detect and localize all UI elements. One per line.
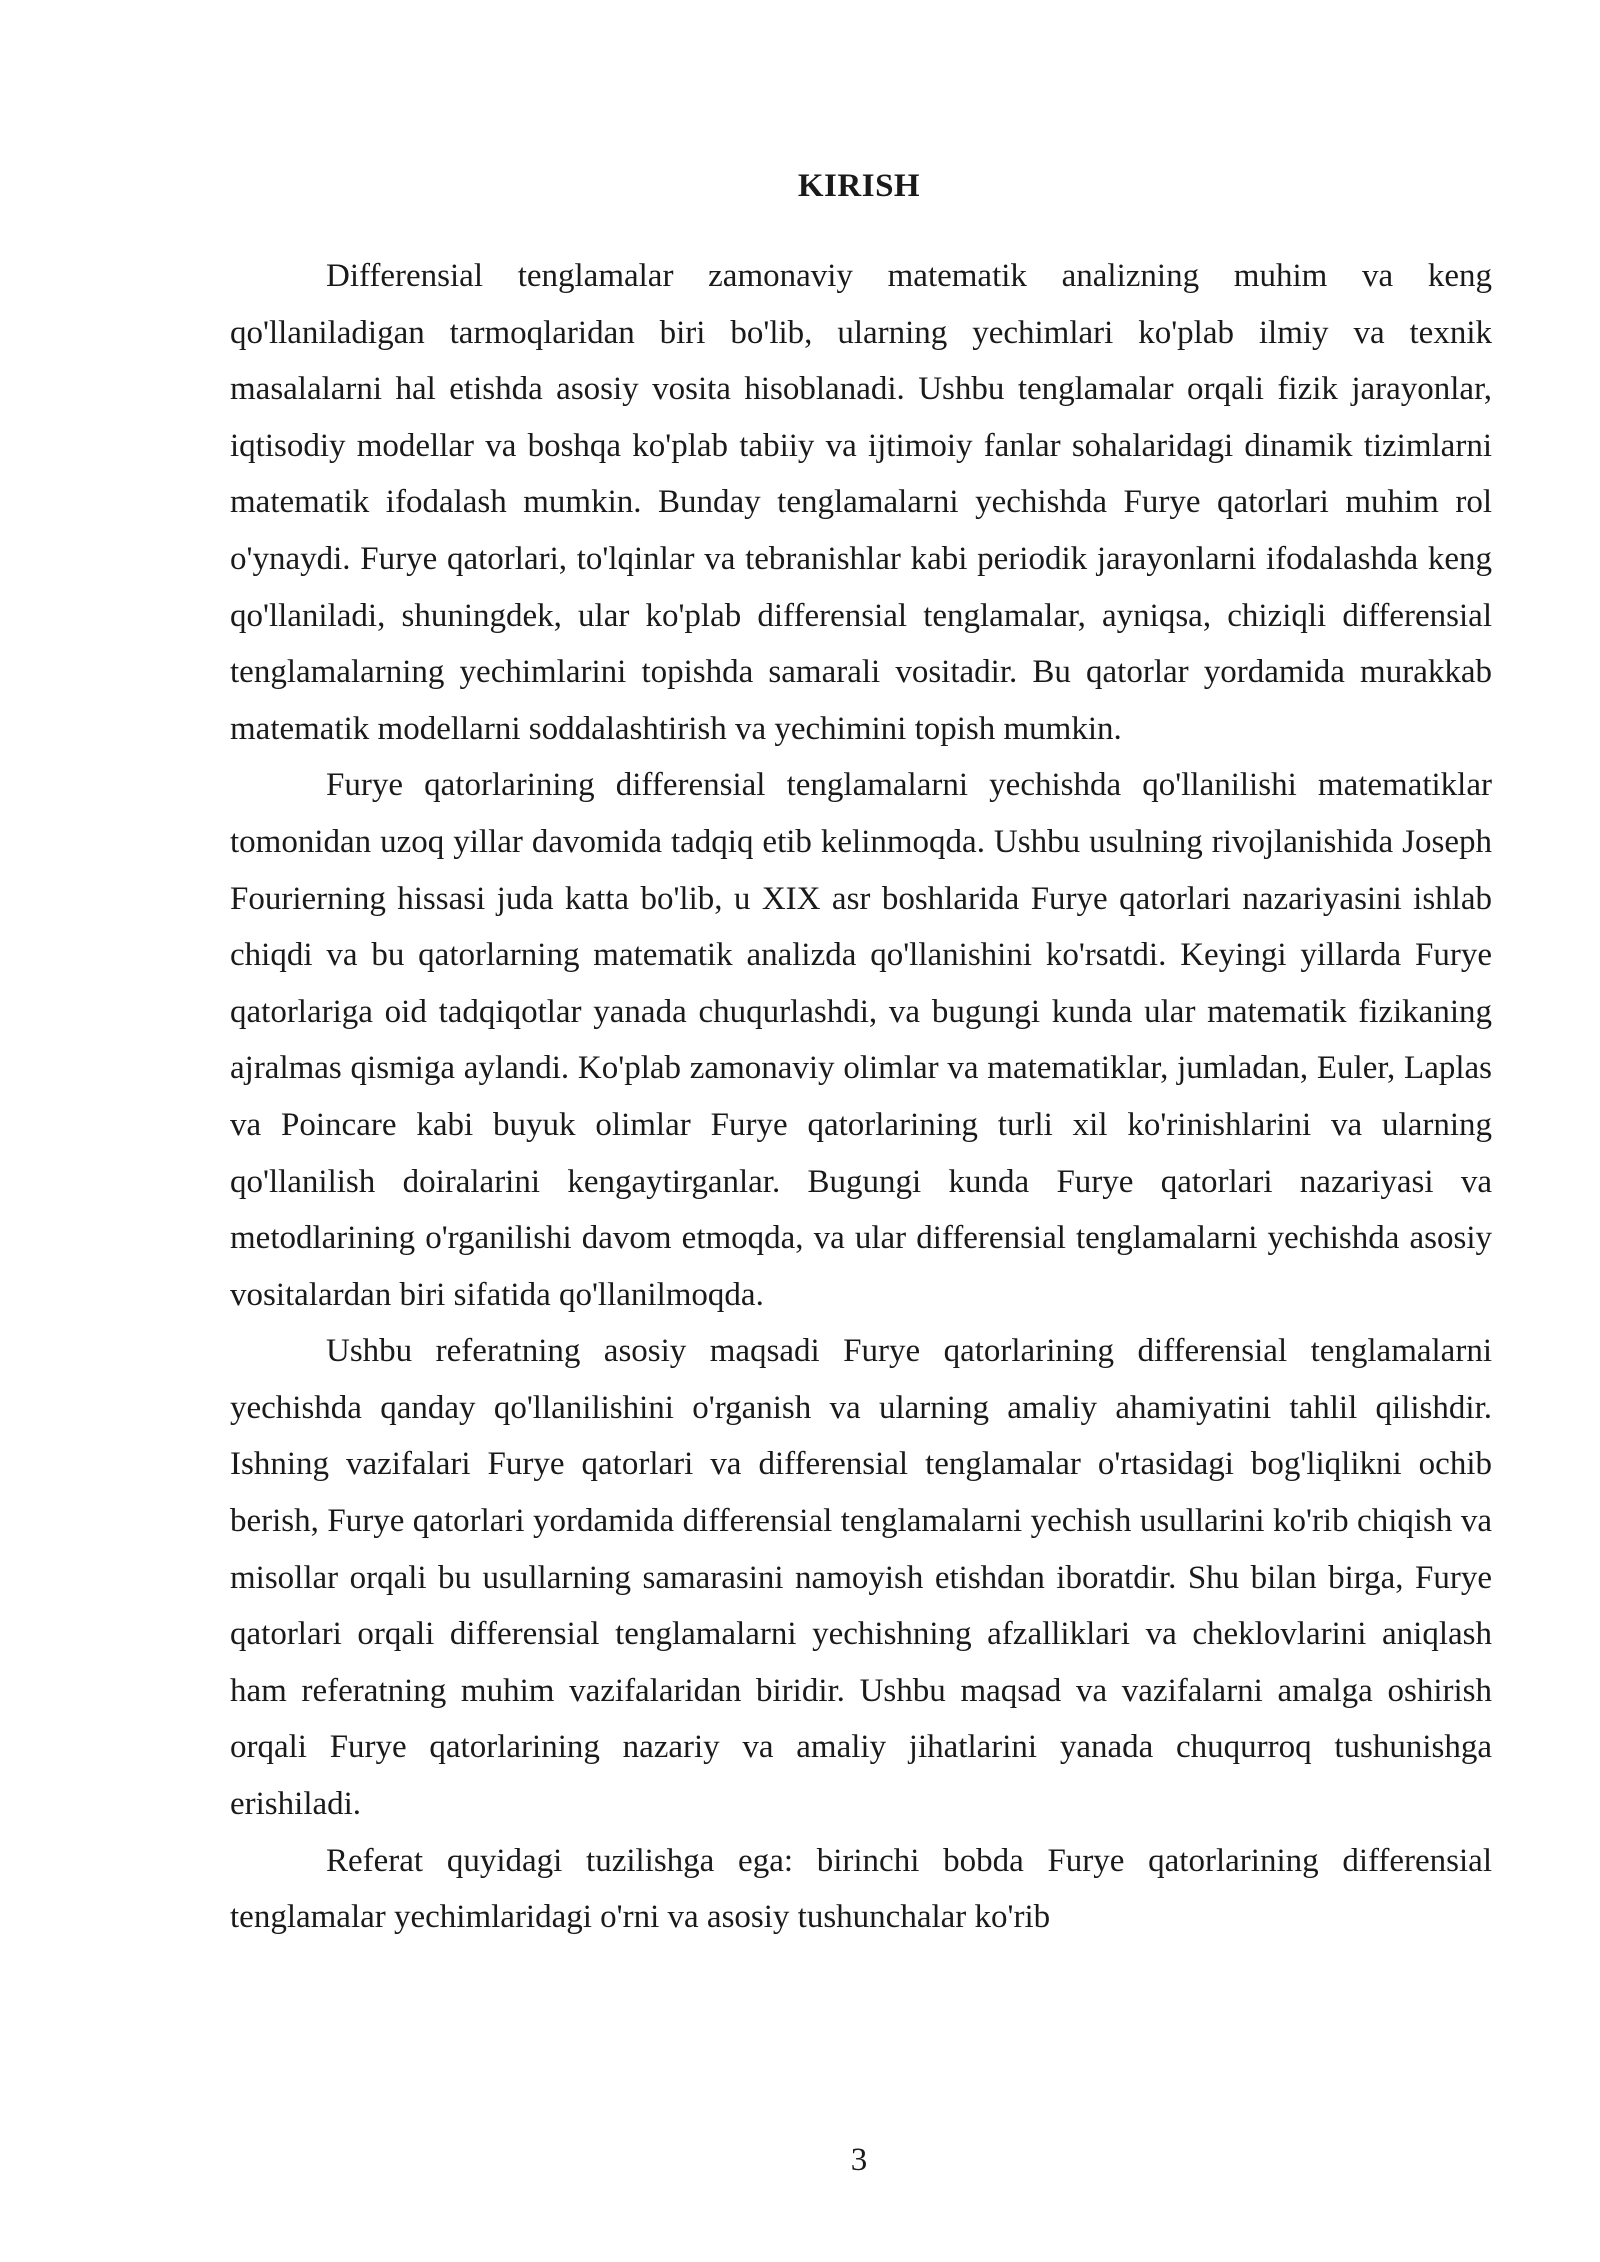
paragraph-goals: Ushbu referatning asosiy maqsadi Furye qatorlarining differensial tenglamalarni yechishda qanday qo'llanilishini o'rganish va ularning amaliy ahamiyatini tahlil qilishdir. Ishning vazifalari Furye qatorlari va differensial tenglamalar o'rtasidagi bog'liqlikni ochib berish, Furye qatorlari yordamida differensial tenglamalarni yechish usullarini ko'rib chiqish va misollar orqali bu usullarning samarasini namoyish etishdan iboratdir. Shu bilan birga, Furye qatorlari orqali differensial tenglamalarni yechishning afzalliklari va cheklovlarini aniqlash ham referatning muhim vazifalaridan biridir. Ushbu maqsad va vazifalarni amalga oshirish orqali Furye qatorlarining nazariy va amaliy jihatlarini yanada chuqurroq tushunishga erishiladi. bbox=[230, 1333, 1492, 1823]
paragraph-structure: Referat quyidagi tuzilishga ega: birinchi bobda Furye qatorlarining differensial tenglamalar yechimlaridagi o'rni va asosiy tushunchalar ko'rib bbox=[230, 1842, 1492, 1936]
paragraph-history: Furye qatorlarining differensial tenglamalarni yechishda qo'llanilishi matematiklar tomonidan uzoq yillar davomida tadqiq etib kelinmoqda. Ushbu usulning rivojlanishida Joseph Fourierning hissasi juda katta bo'lib, u XIX asr boshlarida Furye qatorlari nazariyasini ishlab chiqdi va bu qatorlarning matematik analizda qo'llanishini ko'rsatdi. Keyingi yillarda Furye qatorlariga oid tadqiqotlar yanada chuqurlashdi, va bugungi kunda ular matematik fizikaning ajralmas qismiga aylandi. Ko'plab zamonaviy olimlar va matematiklar, jumladan, Euler, Laplas va Poincare kabi buyuk olimlar Furye qatorlarining turli xil ko'rinishlarini va ularning qo'llanilish doiralarini kengaytirganlar. Bugungi kunda Furye qatorlari nazariyasi va metodlarining o'rganilishi davom etmoqda, va ular differensial tenglamalarni yechishda asosiy vositalardan biri sifatida qo'llanilmoqda. bbox=[230, 767, 1492, 1313]
paragraph-intro: Differensial tenglamalar zamonaviy matematik analizning muhim va keng qo'llaniladigan tarmoqlaridan biri bo'lib, ularning yechimlari ko'plab ilmiy va texnik masalalarni hal etishda asosiy vosita hisoblanadi. Ushbu tenglamalar orqali fizik jarayonlar, iqtisodiy modellar va boshqa ko'plab tabiiy va ijtimoiy fanlar sohalaridagi dinamik tizimlarni matematik ifodalash mumkin. Bunday tenglamalarni yechishda Furye qatorlari muhim rol o'ynaydi. Furye qatorlari, to'lqinlar va tebranishlar kabi periodik jarayonlarni ifodalashda keng qo'llaniladi, shuningdek, ular ko'plab differensial tenglamalar, ayniqsa, chiziqli differensial tenglamalarning yechimlarini topishda samarali vositadir. Bu qatorlar yordamida murakkab matematik modellarni soddalashtirish va yechimini topish mumkin. bbox=[230, 258, 1492, 747]
document-body bbox=[230, 248, 1492, 1946]
page-number: 3 bbox=[850, 2142, 868, 2178]
page-title: KIRISH bbox=[797, 168, 921, 204]
